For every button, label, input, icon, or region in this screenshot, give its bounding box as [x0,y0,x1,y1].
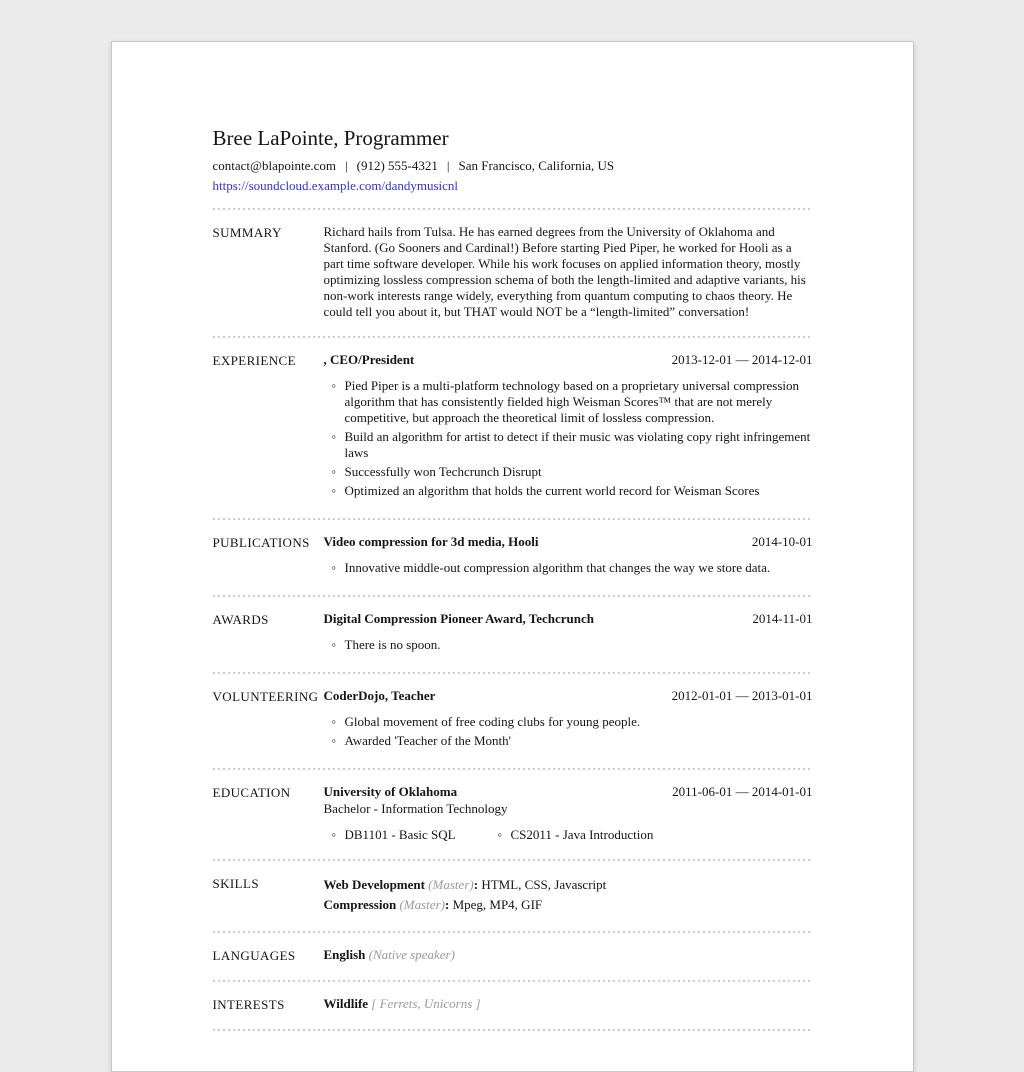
volunteering-dates: 2012-01-01 — 2013-01-01 [671,688,813,703]
award-title: Digital Compression Pioneer Award, Techcrunch [323,611,594,626]
volunteering-title: CoderDojo, Teacher [323,688,436,703]
publication-title: Video compression for 3d media, Hooli [323,534,539,549]
section-label-volunteering: VOLUNTEERING [212,689,319,704]
contact-location: San Francisco, California, US [458,158,615,173]
education-course-list [324,827,813,843]
contact-phone: (912) 555-4321 [356,158,438,173]
section-awards [213,597,813,672]
contact-separator: | [446,158,450,173]
interest-name: Wildlife [323,996,369,1011]
skill-colon: : [473,877,479,892]
section-label-experience: EXPERIENCE [212,353,296,368]
bullet-item: ◦ Awarded 'Teacher of the Month' [324,733,813,749]
bullet-item: ◦ There is no spoon. [324,637,813,653]
section-label-publications: PUBLICATIONS [212,535,310,550]
section-publications [213,520,813,595]
language-row [324,947,813,963]
publication-bullet-list [324,560,813,576]
experience-title: , CEO/President [323,352,415,367]
section-experience [213,338,813,518]
education-degree: Bachelor - Information Technology [323,801,508,816]
course-item: ◦ CS2011 - Java Introduction [490,827,654,843]
section-volunteering [213,674,813,768]
award-date: 2014-11-01 [752,611,813,626]
bullet-item: ◦ Optimized an algorithm that holds the current world record for Weisman Scores [324,483,813,499]
resume-name: Bree LaPointe, Programmer [212,126,449,150]
skill-level: (Master) [428,877,474,892]
bullet-item: ◦ Innovative middle-out compression algorithm that changes the way we store data. [324,560,813,576]
publication-date: 2014-10-01 [751,534,813,549]
contact-email: contact@blapointe.com [212,158,337,173]
skill-colon: : [444,897,450,912]
bullet-item: ◦ Global movement of free coding clubs for young people. [324,714,813,730]
education-institution: University of Oklahoma [323,784,458,799]
section-interests [213,982,813,1029]
section-languages [213,933,813,980]
volunteering-bullet-list [324,714,813,749]
award-bullet-list [324,637,813,653]
experience-dates: 2013-12-01 — 2014-12-01 [671,352,813,367]
skill-keywords: HTML, CSS, Javascript [481,877,607,892]
bullet-item: ◦ Pied Piper is a multi-platform technology based on a proprietary universal compression algorithm that has consistently fielded high Weisman Scores™ that are not merely competitive, but approach the theoretical limit of lossless compression. [324,378,813,426]
section-label-summary: SUMMARY [212,225,282,240]
section-label-interests: INTERESTS [212,997,285,1012]
skill-row [324,875,813,895]
skill-row [324,895,813,915]
experience-bullet-list [324,378,813,499]
skill-level: (Master) [399,897,445,912]
contact-line [213,157,813,174]
section-label-skills: SKILLS [212,876,259,891]
section-skills [213,861,813,931]
skill-name: Web Development [323,877,425,892]
section-label-languages: LANGUAGES [212,948,296,963]
section-divider [213,1029,813,1031]
bullet-item: ◦ Build an algorithm for artist to detect if their music was violating copy right infringement laws [324,429,813,461]
language-name: English [323,947,366,962]
resume-page [111,41,914,1072]
website-link[interactable]: https://soundcloud.example.com/dandymusicnl [212,178,459,193]
education-dates: 2011-06-01 — 2014-01-01 [672,784,813,799]
resume-header [213,126,813,208]
summary-text: Richard hails from Tulsa. He has earned degrees from the University of Oklahoma and Stanford. (Go Sooners and Cardinal!) Before starting Pied Piper, he worked for Hooli as a part time software developer. While his work focuses on applied information theory, mostly optimizing lossless compression schema of both the length-limited and adaptive variants, his non-work interests range widely, everything from quantum computing to chaos theory. He could tell you about it, but THAT would NOT be a “length-limited” conversation! [323,224,806,319]
section-summary [213,210,813,336]
course-item: ◦ DB1101 - Basic SQL [324,827,490,843]
language-fluency: (Native speaker) [368,947,455,962]
contact-separator: | [345,158,348,173]
skill-name: Compression [323,897,397,912]
section-label-awards: AWARDS [212,612,269,627]
section-education [213,770,813,859]
bullet-item: ◦ Successfully won Techcrunch Disrupt [324,464,813,480]
section-label-education: EDUCATION [212,785,291,800]
interest-keywords: [ Ferrets, Unicorns ] [371,996,481,1011]
skill-keywords: Mpeg, MP4, GIF [452,897,543,912]
